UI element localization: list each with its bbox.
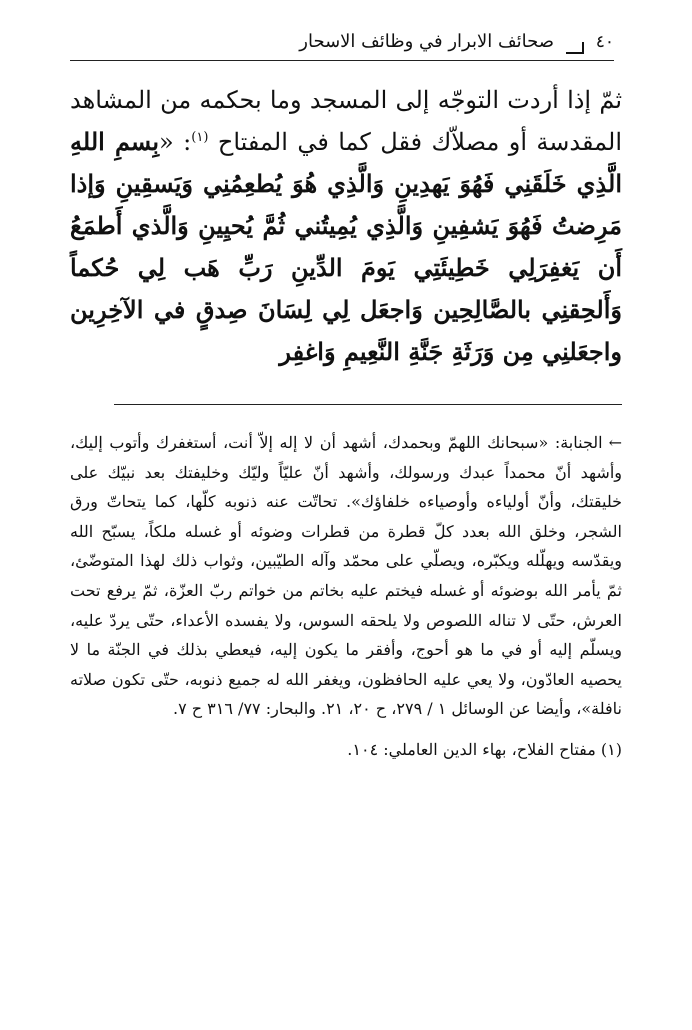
intro-text: ثمّ إذا أردت التوجّه إلى المسجد وما بحكمه من المشاهد المقدسة أو مصلاّك فقل كما في المفتاح — [70, 86, 623, 156]
page-number: ٤٠ — [595, 32, 614, 52]
supplication-text: بِسمِ اللهِ الَّذِي خَلَقَنِي فَهُوَ يَهدِينِ وَالَّذِي هُوَ يُطعِمُنِي وَيَسقِينِ وَإذا مَرِضتُ فَهُوَ يَشفِينِ وَالَّذِي يُمِيتُني ثُمَّ يُحيِينِ وَالَّذي أَطمَعُ أَن يَغفِرَلِي خَطِيئَتِي يَومَ الدِّينِ رَبِّ هَب لِي حُكماً وَأَلحِقنِي بالصَّالِحِين وَاجعَل لِي لِسَانَ صِدقٍ في الآخِرِين واجعَلنِي مِن وَرَثَةِ جَنَّةِ النَّعِيمِ وَاغفِر — [70, 127, 622, 366]
footnote-continuation-text: الجنابة: «سبحانك اللهمّ وبحمدك، أشهد أن لا إله إلاّ أنت، أستغفرك وأتوب إليك، وأشهد أنّ محمداً عبدك ورسولك، وأشهد أنّ عليّاً وليّك وخليفتك بعد نبيّك على خليقتك، وأنّ أولياءه وأوصياءه خلفاؤك». تحاتّت عنه ذنوبه كلّها، كما يتحاتّ ورق الشجر، وخلق الله بعدد كلّ قطرة من قطرات وضوئه أو غسله ملكاً، يسبّح الله ويقدّسه ويهلّله ويكبّره، ويصلّي على محمّد وآله الطيّبين، وثواب ذلك لهذا المتوضّئ، ثمّ يأمر الله بوضوئه أو غسله فيختم عليه بخاتم من خواتم ربّ العزّة، ثمّ يرفع تحت العرش، حتّى لا تناله اللصوص ولا يلحقه السوس، ولا يفسده الأعداء، حتّى يردّ عليه، ويسلّم إليه أو في ما هو أحوج، وأفقر ما يكون إليه، فيعطي بذلك في الجنّة ما لا يحصيه العادّون، ولا يعي عليه الحافظون، ويغفر الله له جميع ذنوبه، حتّى تكون صلاته نافلة»، وأيضا عن الوسائل ١ / ٢٧٩، ح ٢٠، ٢١. والبحار: ٧٧/ ٣١٦ ح ٧. — [70, 433, 622, 719]
footnote-reference: (١) — [191, 130, 209, 145]
header-ornament-icon — [566, 42, 584, 54]
footnotes — [70, 428, 622, 765]
main-paragraph — [70, 80, 622, 373]
footnote-continuation — [70, 428, 622, 724]
quote-opening: : « — [159, 128, 192, 156]
footnote-1: (١) مفتاح الفلاح، بهاء الدين العاملي: ١٠٤. — [347, 739, 622, 759]
main-text — [70, 80, 622, 373]
continuation-arrow-icon: ← — [608, 433, 622, 452]
running-title: صحائف الابرار في وظائف الاسحار — [299, 31, 554, 52]
page-header — [70, 30, 614, 61]
footnote-divider — [114, 404, 622, 405]
